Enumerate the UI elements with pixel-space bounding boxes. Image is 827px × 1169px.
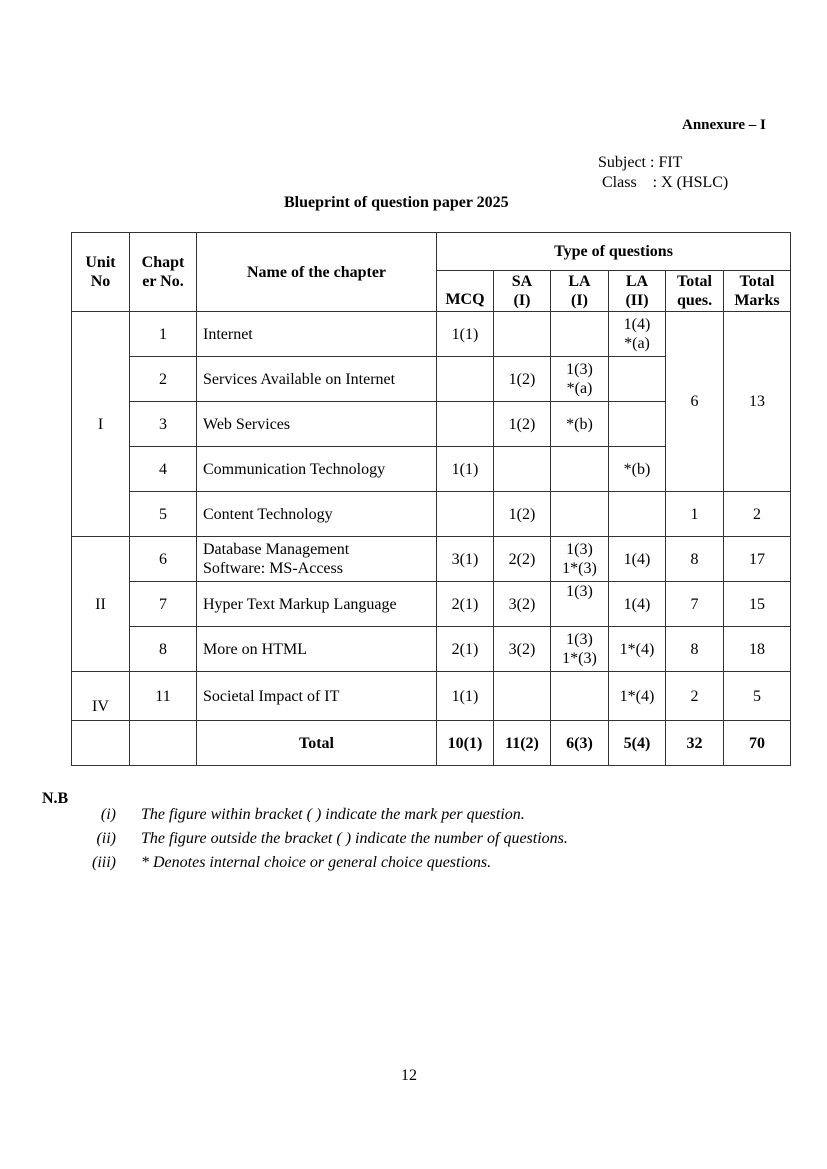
note-text: The figure outside the bracket ( ) indicate the number of questions.: [141, 830, 568, 847]
total-marks-cell: [724, 492, 791, 537]
chapter-name: [197, 357, 437, 402]
header-col-2: [551, 271, 609, 312]
cell-line: 5: [159, 505, 167, 523]
cell-line: 8: [690, 640, 699, 658]
cell-line: 1(4): [623, 550, 651, 568]
total-ques-cell: [666, 627, 724, 672]
class-value: X (HSLC): [661, 174, 729, 191]
cell-line: er No.: [142, 273, 184, 290]
cell-line: 3: [159, 415, 167, 433]
cell-line: II: [95, 595, 106, 613]
la2-cell: [609, 447, 666, 492]
la2-cell: [609, 537, 666, 582]
cell-line: Internet: [203, 325, 253, 343]
cell-line: Total: [299, 734, 334, 752]
note-number: (i): [100, 806, 116, 823]
chapter-name: [197, 537, 437, 582]
cell-line: Chapt: [141, 254, 185, 271]
cell-line: *(b): [623, 460, 651, 478]
sa1-cell: [494, 672, 551, 721]
cell-line: 1(4): [623, 316, 651, 333]
chapter-no: [130, 402, 197, 447]
total-marks-cell: [724, 582, 791, 627]
cell-line: 1(1): [451, 687, 479, 705]
note-text: The figure within bracket ( ) indicate the mark per question.: [141, 806, 525, 823]
chapter-name: [197, 402, 437, 447]
mcq-cell: [437, 402, 494, 447]
cell-line: Content Technology: [203, 505, 333, 523]
cell-line: SA: [511, 273, 533, 290]
cell-line: No: [90, 273, 111, 290]
cell-line: Software: MS-Access: [203, 560, 343, 577]
sa1-cell: [494, 627, 551, 672]
table-row: [72, 582, 791, 627]
cell-line: 5(4): [623, 734, 651, 752]
annexure-label: Annexure – I: [682, 117, 766, 133]
header-col-3: [609, 271, 666, 312]
cell-line: 1: [159, 325, 167, 343]
header-col-1: [494, 271, 551, 312]
cell-line: 1: [690, 505, 699, 523]
mcq-cell: [437, 447, 494, 492]
total-ques-cell: [666, 672, 724, 721]
cell-line: Name of the chapter: [246, 263, 387, 281]
mcq-cell: [437, 672, 494, 721]
header-chapter-no: [130, 233, 197, 312]
cell-line: 11: [155, 687, 171, 705]
header-col-5: [724, 271, 791, 312]
cell-line: 2(1): [451, 640, 479, 658]
cell-line: LA: [568, 273, 591, 290]
header-unit-no: [72, 233, 130, 312]
table-row: [72, 627, 791, 672]
mcq-cell: [437, 357, 494, 402]
cell-line: 2(1): [451, 595, 479, 613]
la1-cell: [551, 537, 609, 582]
table-row: [72, 537, 791, 582]
cell-line: 8: [159, 640, 167, 658]
unit-cell: [72, 672, 130, 721]
cell-line: More on HTML: [203, 640, 307, 658]
sa1-cell: [494, 312, 551, 357]
cell-line: IV: [92, 698, 109, 715]
la1-cell: [551, 627, 609, 672]
total-marks-cell: [724, 672, 791, 721]
cell-line: 5: [753, 687, 761, 705]
cell-line: 1(2): [508, 505, 536, 523]
table-row: [72, 312, 791, 357]
total-marks-cell: [724, 312, 791, 492]
chapter-name: [197, 492, 437, 537]
cell-line: Services Available on Internet: [203, 370, 396, 388]
cell-line: 1*(3): [562, 560, 597, 577]
cell-line: (II): [625, 292, 649, 309]
cell-line: Unit: [85, 254, 116, 271]
cell-line: 32: [686, 734, 703, 752]
total-ques-cell: [666, 582, 724, 627]
la2-cell: [609, 672, 666, 721]
cell-line: 1*(4): [619, 687, 655, 705]
total-mcq: [437, 721, 494, 766]
note-text: * Denotes internal choice or general choice questions.: [141, 854, 492, 871]
chapter-name: [197, 627, 437, 672]
cell-line: 3(1): [451, 550, 479, 568]
cell-line: 15: [749, 595, 765, 613]
cell-line: 8: [690, 550, 699, 568]
cell-line: 1*(4): [619, 640, 655, 658]
chapter-no: [130, 537, 197, 582]
cell-line: 10(1): [447, 734, 483, 752]
sa1-cell: [494, 447, 551, 492]
cell-line: 6: [690, 393, 699, 410]
header-col-0: [437, 271, 494, 312]
total-row: [72, 721, 791, 766]
chapter-name: [197, 582, 437, 627]
cell-line: 6: [159, 550, 167, 568]
total-label: [197, 721, 437, 766]
sa1-cell: [494, 582, 551, 627]
cell-line: I: [97, 415, 104, 433]
la2-cell: [609, 582, 666, 627]
sa1-cell: [494, 537, 551, 582]
cell-line: 3(2): [508, 640, 536, 658]
chapter-no: [130, 672, 197, 721]
mcq-cell: [437, 582, 494, 627]
la1-cell: [551, 582, 609, 627]
subject-class-info: [598, 153, 728, 193]
cell-line: *(a): [624, 335, 650, 352]
la1-cell: [551, 672, 609, 721]
blueprint-table: [71, 232, 791, 766]
sa1-cell: [494, 492, 551, 537]
la1-cell: [551, 402, 609, 447]
la1-cell: [551, 492, 609, 537]
cell-line: 7: [159, 595, 167, 613]
chapter-no: [130, 492, 197, 537]
chapter-no: [130, 312, 197, 357]
nb-label: N.B: [42, 790, 69, 807]
note-number: (ii): [96, 830, 116, 847]
mcq-cell: [437, 312, 494, 357]
cell-line: 1(3): [566, 361, 593, 378]
table-row: [72, 492, 791, 537]
cell-line: 11(2): [505, 734, 539, 752]
cell-line: *(a): [566, 380, 593, 397]
note-number: (iii): [92, 854, 116, 871]
mcq-cell: [437, 627, 494, 672]
cell-line: 1*(3): [562, 650, 597, 667]
unit-cell: [72, 312, 130, 537]
cell-line: 1(3): [566, 631, 593, 648]
cell-line: MCQ: [445, 291, 485, 308]
header-col-4: [666, 271, 724, 312]
cell-line: *(b): [566, 415, 593, 433]
header-type-of-questions: [437, 233, 791, 271]
total-marks-cell: [724, 627, 791, 672]
chapter-no: [130, 627, 197, 672]
cell-line: Hyper Text Markup Language: [203, 595, 397, 613]
cell-line: (I): [513, 292, 531, 309]
subject-label: Subject :: [598, 154, 655, 171]
chapter-no: [130, 447, 197, 492]
cell-line: 6(3): [566, 734, 593, 752]
table-row: [72, 672, 791, 721]
total-la1: [551, 721, 609, 766]
sa1-cell: [494, 402, 551, 447]
subject-value: FIT: [658, 154, 683, 171]
la2-cell: [609, 492, 666, 537]
cell-line: Total: [739, 273, 775, 290]
cell-line: 1(3): [566, 583, 593, 600]
cell-line: 2(2): [508, 550, 536, 568]
la2-cell: [609, 402, 666, 447]
cell-line: Type of questions: [554, 243, 673, 260]
cell-line: Communication Technology: [203, 460, 386, 478]
total-marks-cell: [724, 537, 791, 582]
cell-line: Marks: [734, 292, 780, 309]
chapter-name: [197, 312, 437, 357]
cell-line: 7: [690, 595, 699, 613]
cell-line: 2: [753, 505, 761, 523]
cell-line: Web Services: [203, 415, 291, 433]
la1-cell: [551, 357, 609, 402]
la1-cell: [551, 312, 609, 357]
total-ques-cell: [666, 492, 724, 537]
cell-line: Total: [677, 273, 712, 290]
chapter-name: [197, 447, 437, 492]
mcq-cell: [437, 537, 494, 582]
cell-line: 4: [159, 460, 167, 478]
cell-line: 18: [749, 640, 765, 658]
cell-line: Database Management: [203, 541, 350, 558]
cell-line: 2: [690, 687, 699, 705]
header-chapter-name: [197, 233, 437, 312]
la2-cell: [609, 357, 666, 402]
cell-line: 1(2): [508, 415, 536, 433]
cell-line: ques.: [676, 292, 713, 309]
unit-cell: [72, 537, 130, 672]
cell-line: 70: [749, 734, 765, 752]
empty-cell: [72, 721, 130, 766]
cell-line: 1(1): [451, 325, 479, 343]
class-label: Class :: [602, 174, 658, 191]
total-tm: [724, 721, 791, 766]
cell-line: 1(2): [508, 370, 536, 388]
la2-cell: [609, 627, 666, 672]
page-number: 12: [401, 1067, 417, 1084]
total-tq: [666, 721, 724, 766]
cell-line: 3(2): [508, 595, 536, 613]
total-ques-cell: [666, 312, 724, 492]
sa1-cell: [494, 357, 551, 402]
total-ques-cell: [666, 537, 724, 582]
chapter-no: [130, 357, 197, 402]
cell-line: LA: [625, 273, 649, 290]
la2-cell: [609, 312, 666, 357]
cell-line: 1(1): [451, 460, 479, 478]
cell-line: 17: [749, 550, 765, 568]
cell-line: 13: [749, 393, 765, 410]
page-title: Blueprint of question paper 2025: [284, 194, 509, 211]
cell-line: (I): [571, 292, 588, 309]
total-la2: [609, 721, 666, 766]
cell-line: 1(3): [566, 541, 593, 558]
chapter-name: [197, 672, 437, 721]
mcq-cell: [437, 492, 494, 537]
cell-line: 1(4): [623, 595, 651, 613]
empty-cell: [130, 721, 197, 766]
cell-line: Societal Impact of IT: [203, 687, 340, 705]
chapter-no: [130, 582, 197, 627]
total-sa: [494, 721, 551, 766]
cell-line: 2: [159, 370, 167, 388]
la1-cell: [551, 447, 609, 492]
